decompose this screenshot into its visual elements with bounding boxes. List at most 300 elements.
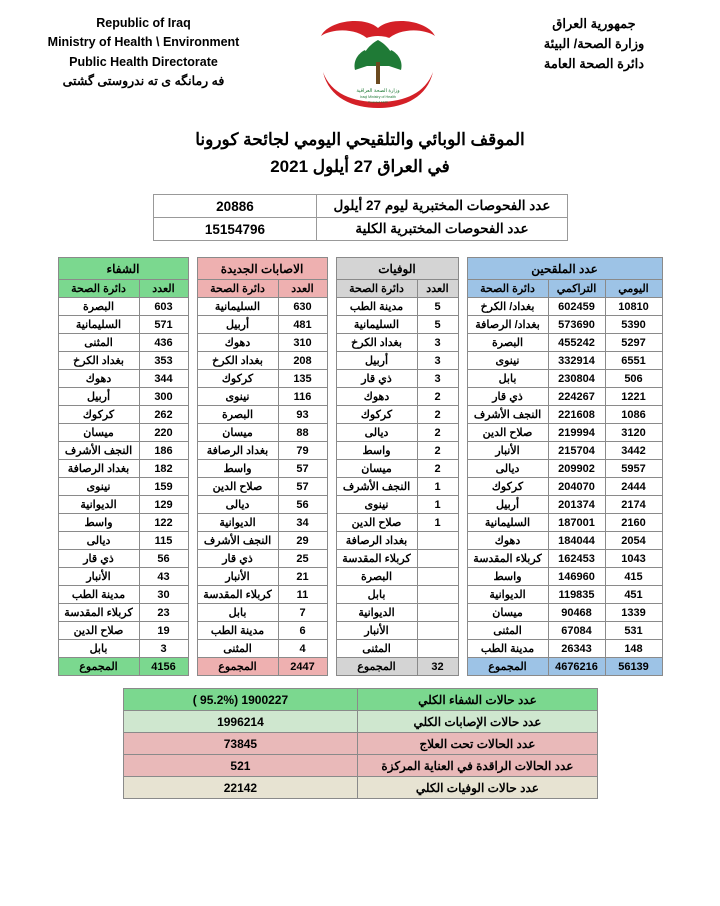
- vaccinated-table-wrap: [467, 257, 663, 676]
- table-row: [58, 334, 188, 352]
- cell-directorate: النجف الأشرف: [58, 442, 139, 460]
- cell-count: 182: [139, 460, 188, 478]
- header-ar-line-2: وزارة الصحة/ البيئة: [543, 36, 645, 52]
- cell-directorate: بغداد/ الرصافة: [467, 316, 548, 334]
- cell-directorate: بغداد/ الكرخ: [467, 298, 548, 316]
- cell-count: 344: [139, 370, 188, 388]
- table-row: [336, 334, 458, 352]
- cell-directorate: ذي قار: [336, 370, 417, 388]
- cell-directorate: الديوانية: [197, 514, 278, 532]
- table-row: [336, 604, 458, 622]
- cell-directorate: ميسان: [58, 424, 139, 442]
- cell-count: 1: [417, 514, 458, 532]
- cell-directorate: الديوانية: [58, 496, 139, 514]
- cell-directorate: بابل: [197, 604, 278, 622]
- header-english-block: [26, 14, 261, 92]
- deaths-table-wrap: [336, 257, 459, 676]
- cell-count: 4: [278, 640, 327, 658]
- cell-cumulative: 67084: [548, 622, 605, 640]
- cell-directorate: كركوك: [58, 406, 139, 424]
- table-row: [467, 316, 662, 334]
- table-row: [197, 334, 327, 352]
- cell-directorate: دهوك: [467, 532, 548, 550]
- table-row: [467, 568, 662, 586]
- deaths-total-label: المجموع: [336, 658, 417, 676]
- deaths-group-header: الوفيات: [336, 258, 458, 280]
- cell-cumulative: 187001: [548, 514, 605, 532]
- cell-directorate: الأنبار: [467, 442, 548, 460]
- cell-daily: 415: [605, 568, 662, 586]
- deaths-directorate-header: دائرة الصحة: [336, 280, 417, 298]
- table-row: [467, 640, 662, 658]
- table-row: [197, 550, 327, 568]
- table-row: [197, 514, 327, 532]
- cell-directorate: ذي قار: [58, 550, 139, 568]
- table-row: [336, 442, 458, 460]
- cell-count: 11: [278, 586, 327, 604]
- cell-directorate: بابل: [58, 640, 139, 658]
- cell-daily: 5957: [605, 460, 662, 478]
- cell-directorate: المثنى: [197, 640, 278, 658]
- table-header-row: [197, 280, 327, 298]
- table-row: [197, 352, 327, 370]
- total-cases-value: 1996214: [123, 711, 358, 733]
- table-row: [58, 442, 188, 460]
- cell-daily: 451: [605, 586, 662, 604]
- table-row: [197, 478, 327, 496]
- cell-directorate: واسط: [58, 514, 139, 532]
- recoveries-directorate-header: دائرة الصحة: [58, 280, 139, 298]
- cell-count: 208: [278, 352, 327, 370]
- cell-daily: 3120: [605, 424, 662, 442]
- cell-directorate: ذي قار: [197, 550, 278, 568]
- table-row: [336, 496, 458, 514]
- cell-directorate: السليمانية: [197, 298, 278, 316]
- cell-directorate: المثنى: [467, 622, 548, 640]
- total-cases-label: عدد حالات الإصابات الكلي: [358, 711, 597, 733]
- cell-directorate: دهوك: [58, 370, 139, 388]
- header-arabic-block: [494, 14, 694, 74]
- lab-tests-summary-table: [153, 194, 568, 241]
- table-group-header-row: [336, 258, 458, 280]
- cell-count: [417, 640, 458, 658]
- table-total-row: [197, 658, 327, 676]
- cell-directorate: المثنى: [58, 334, 139, 352]
- cell-count: 3: [417, 352, 458, 370]
- table-row: [336, 352, 458, 370]
- cell-directorate: السليمانية: [467, 514, 548, 532]
- table-row: [467, 442, 662, 460]
- total-recoveries-value: 1900227 (95.2% ): [123, 689, 358, 711]
- cell-count: 29: [278, 532, 327, 550]
- cell-directorate: ديالى: [336, 424, 417, 442]
- cell-cumulative: 602459: [548, 298, 605, 316]
- cell-cumulative: 221608: [548, 406, 605, 424]
- cell-count: 88: [278, 424, 327, 442]
- table-row: [197, 496, 327, 514]
- cell-directorate: أربيل: [467, 496, 548, 514]
- table-row: [197, 388, 327, 406]
- table-row: [336, 514, 458, 532]
- cell-directorate: صلاح الدين: [336, 514, 417, 532]
- table-group-header-row: [197, 258, 327, 280]
- table-row: [467, 334, 662, 352]
- cell-cumulative: 201374: [548, 496, 605, 514]
- table-row: [123, 689, 597, 711]
- table-row: [58, 586, 188, 604]
- table-row: [58, 568, 188, 586]
- cell-count: [417, 622, 458, 640]
- table-row: [467, 622, 662, 640]
- table-row: [467, 352, 662, 370]
- cell-directorate: بابل: [336, 586, 417, 604]
- cell-directorate: مدينة الطب: [336, 298, 417, 316]
- cell-count: 262: [139, 406, 188, 424]
- cell-directorate: ميسان: [336, 460, 417, 478]
- cell-daily: 5297: [605, 334, 662, 352]
- cell-daily: 2444: [605, 478, 662, 496]
- cell-count: 43: [139, 568, 188, 586]
- new-cases-directorate-header: دائرة الصحة: [197, 280, 278, 298]
- cell-count: 25: [278, 550, 327, 568]
- cell-count: 436: [139, 334, 188, 352]
- cell-count: 19: [139, 622, 188, 640]
- table-row: [197, 316, 327, 334]
- cell-daily: 1086: [605, 406, 662, 424]
- cell-directorate: أربيل: [336, 352, 417, 370]
- new-cases-table-wrap: [197, 257, 328, 676]
- cell-count: 353: [139, 352, 188, 370]
- cumulative-summary-table: [123, 688, 598, 799]
- cell-directorate: البصرة: [336, 568, 417, 586]
- cell-directorate: ذي قار: [467, 388, 548, 406]
- table-header-row: [467, 280, 662, 298]
- cell-directorate: الأنبار: [58, 568, 139, 586]
- header-line-1: Republic of Iraq: [96, 16, 191, 30]
- table-row: [197, 568, 327, 586]
- cell-directorate: بغداد الرصافة: [336, 532, 417, 550]
- table-row: [336, 550, 458, 568]
- vaccinated-table: [467, 257, 663, 676]
- table-row: [123, 733, 597, 755]
- table-row: [197, 442, 327, 460]
- cell-cumulative: 146960: [548, 568, 605, 586]
- table-row: [467, 478, 662, 496]
- new-cases-table: [197, 257, 328, 676]
- vaccinated-group-header: عدد الملقحين: [467, 258, 662, 280]
- cell-count: 2: [417, 442, 458, 460]
- cell-cumulative: 162453: [548, 550, 605, 568]
- table-row: [58, 424, 188, 442]
- table-row: [336, 622, 458, 640]
- cell-count: 21: [278, 568, 327, 586]
- deaths-table: [336, 257, 459, 676]
- cell-count: 2: [417, 424, 458, 442]
- cell-directorate: دهوك: [336, 388, 417, 406]
- cell-count: 30: [139, 586, 188, 604]
- cell-directorate: النجف الأشرف: [197, 532, 278, 550]
- table-row: [336, 388, 458, 406]
- table-row: [58, 460, 188, 478]
- new-cases-total-count: 2447: [278, 658, 327, 676]
- document-header: [0, 0, 720, 110]
- cell-count: [417, 604, 458, 622]
- cell-directorate: واسط: [197, 460, 278, 478]
- cell-count: 310: [278, 334, 327, 352]
- ministry-logo: [303, 14, 453, 110]
- table-row: [58, 406, 188, 424]
- cell-cumulative: 455242: [548, 334, 605, 352]
- cell-count: 300: [139, 388, 188, 406]
- cell-directorate: مدينة الطب: [197, 622, 278, 640]
- table-row: [336, 298, 458, 316]
- table-row: [123, 755, 597, 777]
- cell-directorate: كربلاء المقدسة: [467, 550, 548, 568]
- table-row: [197, 604, 327, 622]
- table-row: [58, 532, 188, 550]
- cell-count: 57: [278, 460, 327, 478]
- table-total-row: [58, 658, 188, 676]
- cell-count: 23: [139, 604, 188, 622]
- cell-daily: 1221: [605, 388, 662, 406]
- total-tests-value: 15154796: [153, 218, 317, 241]
- active-cases-value: 73845: [123, 733, 358, 755]
- cell-daily: 2174: [605, 496, 662, 514]
- vaccinated-directorate-header: دائرة الصحة: [467, 280, 548, 298]
- cell-count: 603: [139, 298, 188, 316]
- table-row: [467, 496, 662, 514]
- cell-directorate: أربيل: [197, 316, 278, 334]
- cell-count: 56: [139, 550, 188, 568]
- total-deaths-label: عدد حالات الوفيات الكلي: [358, 777, 597, 799]
- vaccinated-total-cumulative: 4676216: [548, 658, 605, 676]
- cell-directorate: نينوى: [58, 478, 139, 496]
- table-row: [467, 406, 662, 424]
- cell-cumulative: 219994: [548, 424, 605, 442]
- cell-count: 116: [278, 388, 327, 406]
- table-row: [336, 406, 458, 424]
- table-row: [58, 604, 188, 622]
- table-row: [58, 298, 188, 316]
- deaths-total-count: 32: [417, 658, 458, 676]
- cell-count: 571: [139, 316, 188, 334]
- table-row: [58, 550, 188, 568]
- table-row: [58, 496, 188, 514]
- header-ar-line-3: دائرة الصحة العامة: [543, 56, 645, 72]
- table-row: [467, 604, 662, 622]
- cell-directorate: دهوك: [197, 334, 278, 352]
- table-row: [336, 640, 458, 658]
- page-title: [0, 126, 720, 180]
- cell-directorate: نينوى: [467, 352, 548, 370]
- cell-count: 481: [278, 316, 327, 334]
- svg-text:Founded 1920: Founded 1920: [367, 100, 388, 104]
- cell-count: 3: [417, 334, 458, 352]
- total-deaths-value: 22142: [123, 777, 358, 799]
- cell-cumulative: 184044: [548, 532, 605, 550]
- table-header-row: [336, 280, 458, 298]
- recoveries-count-header: العدد: [139, 280, 188, 298]
- header-ar-line-1: جمهورية العراق: [552, 16, 636, 31]
- table-row: [58, 388, 188, 406]
- cell-count: 5: [417, 298, 458, 316]
- cell-directorate: السليمانية: [336, 316, 417, 334]
- cell-count: 115: [139, 532, 188, 550]
- table-row: [153, 218, 567, 241]
- cell-count: [417, 586, 458, 604]
- daily-tests-label: عدد الفحوصات المختبرية ليوم 27 أيلول: [317, 195, 567, 218]
- cell-directorate: نينوى: [197, 388, 278, 406]
- cell-daily: 148: [605, 640, 662, 658]
- cell-directorate: بغداد الكرخ: [336, 334, 417, 352]
- cell-directorate: الأنبار: [336, 622, 417, 640]
- table-row: [467, 298, 662, 316]
- cell-directorate: كربلاء المقدسة: [197, 586, 278, 604]
- cell-directorate: بابل: [467, 370, 548, 388]
- table-row: [58, 640, 188, 658]
- cell-count: [417, 532, 458, 550]
- header-line-2: Ministry of Health \ Environment: [47, 35, 240, 50]
- cell-directorate: المثنى: [336, 640, 417, 658]
- cell-daily: 2160: [605, 514, 662, 532]
- cell-directorate: ميسان: [467, 604, 548, 622]
- table-group-header-row: [467, 258, 662, 280]
- cell-count: 2: [417, 388, 458, 406]
- cell-count: 3: [417, 370, 458, 388]
- table-row: [467, 424, 662, 442]
- table-row: [336, 460, 458, 478]
- table-row: [467, 550, 662, 568]
- table-row: [467, 460, 662, 478]
- cell-daily: 531: [605, 622, 662, 640]
- vaccinated-total-label: المجموع: [467, 658, 548, 676]
- header-line-3: Public Health Directorate: [69, 54, 218, 69]
- recoveries-group-header: الشفاء: [58, 258, 188, 280]
- cell-count: 5: [417, 316, 458, 334]
- cell-directorate: الأنبار: [197, 568, 278, 586]
- table-row: [467, 586, 662, 604]
- cell-count: 1: [417, 478, 458, 496]
- cell-cumulative: 332914: [548, 352, 605, 370]
- table-row: [58, 478, 188, 496]
- cell-cumulative: 209902: [548, 460, 605, 478]
- cell-count: 57: [278, 478, 327, 496]
- cell-count: [417, 568, 458, 586]
- cell-directorate: نينوى: [336, 496, 417, 514]
- main-tables-row: [0, 257, 720, 676]
- cell-cumulative: 573690: [548, 316, 605, 334]
- cell-count: 56: [278, 496, 327, 514]
- table-row: [336, 568, 458, 586]
- daily-tests-value: 20886: [153, 195, 317, 218]
- cell-directorate: واسط: [336, 442, 417, 460]
- recoveries-table-wrap: [58, 257, 189, 676]
- table-total-row: [336, 658, 458, 676]
- table-row: [197, 298, 327, 316]
- cell-cumulative: 90468: [548, 604, 605, 622]
- cell-count: 3: [139, 640, 188, 658]
- table-row: [467, 514, 662, 532]
- table-row: [336, 316, 458, 334]
- cell-directorate: البصرة: [58, 298, 139, 316]
- page-title-line-2: في العراق 27 أيلول 2021: [270, 157, 450, 177]
- vaccinated-cumulative-header: التراكمي: [548, 280, 605, 298]
- table-row: [336, 532, 458, 550]
- cell-count: 2: [417, 406, 458, 424]
- cell-directorate: صلاح الدين: [58, 622, 139, 640]
- cell-count: 630: [278, 298, 327, 316]
- cell-cumulative: 26343: [548, 640, 605, 658]
- svg-text:وزارة الصحة العراقية: وزارة الصحة العراقية: [355, 88, 400, 94]
- table-row: [336, 478, 458, 496]
- cell-daily: 1339: [605, 604, 662, 622]
- table-row: [153, 195, 567, 218]
- total-recoveries-label: عدد حالات الشفاء الكلي: [358, 689, 597, 711]
- cell-count: 220: [139, 424, 188, 442]
- table-row: [197, 622, 327, 640]
- cell-directorate: النجف الأشرف: [336, 478, 417, 496]
- cell-directorate: السليمانية: [58, 316, 139, 334]
- table-group-header-row: [58, 258, 188, 280]
- table-row: [58, 370, 188, 388]
- cell-cumulative: 119835: [548, 586, 605, 604]
- table-row: [197, 424, 327, 442]
- cell-directorate: بغداد الكرخ: [58, 352, 139, 370]
- recoveries-total-label: المجموع: [58, 658, 139, 676]
- cell-directorate: البصرة: [467, 334, 548, 352]
- table-row: [197, 586, 327, 604]
- cell-directorate: مدينة الطب: [467, 640, 548, 658]
- cell-directorate: صلاح الدين: [467, 424, 548, 442]
- table-row: [58, 316, 188, 334]
- cell-directorate: كربلاء المقدسة: [336, 550, 417, 568]
- cell-count: 7: [278, 604, 327, 622]
- total-tests-label: عدد الفحوصات المختبرية الكلية: [317, 218, 567, 241]
- icu-cases-value: 521: [123, 755, 358, 777]
- svg-text:Iraqi Ministry of Health: Iraqi Ministry of Health: [359, 95, 396, 99]
- cell-directorate: بغداد الكرخ: [197, 352, 278, 370]
- table-row: [336, 586, 458, 604]
- cell-directorate: كركوك: [336, 406, 417, 424]
- cell-directorate: كربلاء المقدسة: [58, 604, 139, 622]
- cell-cumulative: 204070: [548, 478, 605, 496]
- new-cases-total-label: المجموع: [197, 658, 278, 676]
- table-row: [467, 370, 662, 388]
- cell-count: 129: [139, 496, 188, 514]
- table-row: [197, 640, 327, 658]
- table-row: [123, 711, 597, 733]
- recoveries-total-count: 4156: [139, 658, 188, 676]
- table-row: [467, 532, 662, 550]
- cell-cumulative: 215704: [548, 442, 605, 460]
- table-row: [58, 622, 188, 640]
- cell-daily: 6551: [605, 352, 662, 370]
- cell-directorate: ديالى: [197, 496, 278, 514]
- new-cases-count-header: العدد: [278, 280, 327, 298]
- table-row: [197, 460, 327, 478]
- cell-daily: 506: [605, 370, 662, 388]
- table-row: [58, 514, 188, 532]
- cell-daily: 1043: [605, 550, 662, 568]
- cell-directorate: ديالى: [58, 532, 139, 550]
- cell-directorate: كركوك: [467, 478, 548, 496]
- table-row: [197, 406, 327, 424]
- cell-daily: 10810: [605, 298, 662, 316]
- header-line-4-kurdish: فه رمانگه ى ته ندروستى گشتى: [62, 74, 225, 89]
- cell-count: 1: [417, 496, 458, 514]
- table-header-row: [58, 280, 188, 298]
- table-row: [197, 370, 327, 388]
